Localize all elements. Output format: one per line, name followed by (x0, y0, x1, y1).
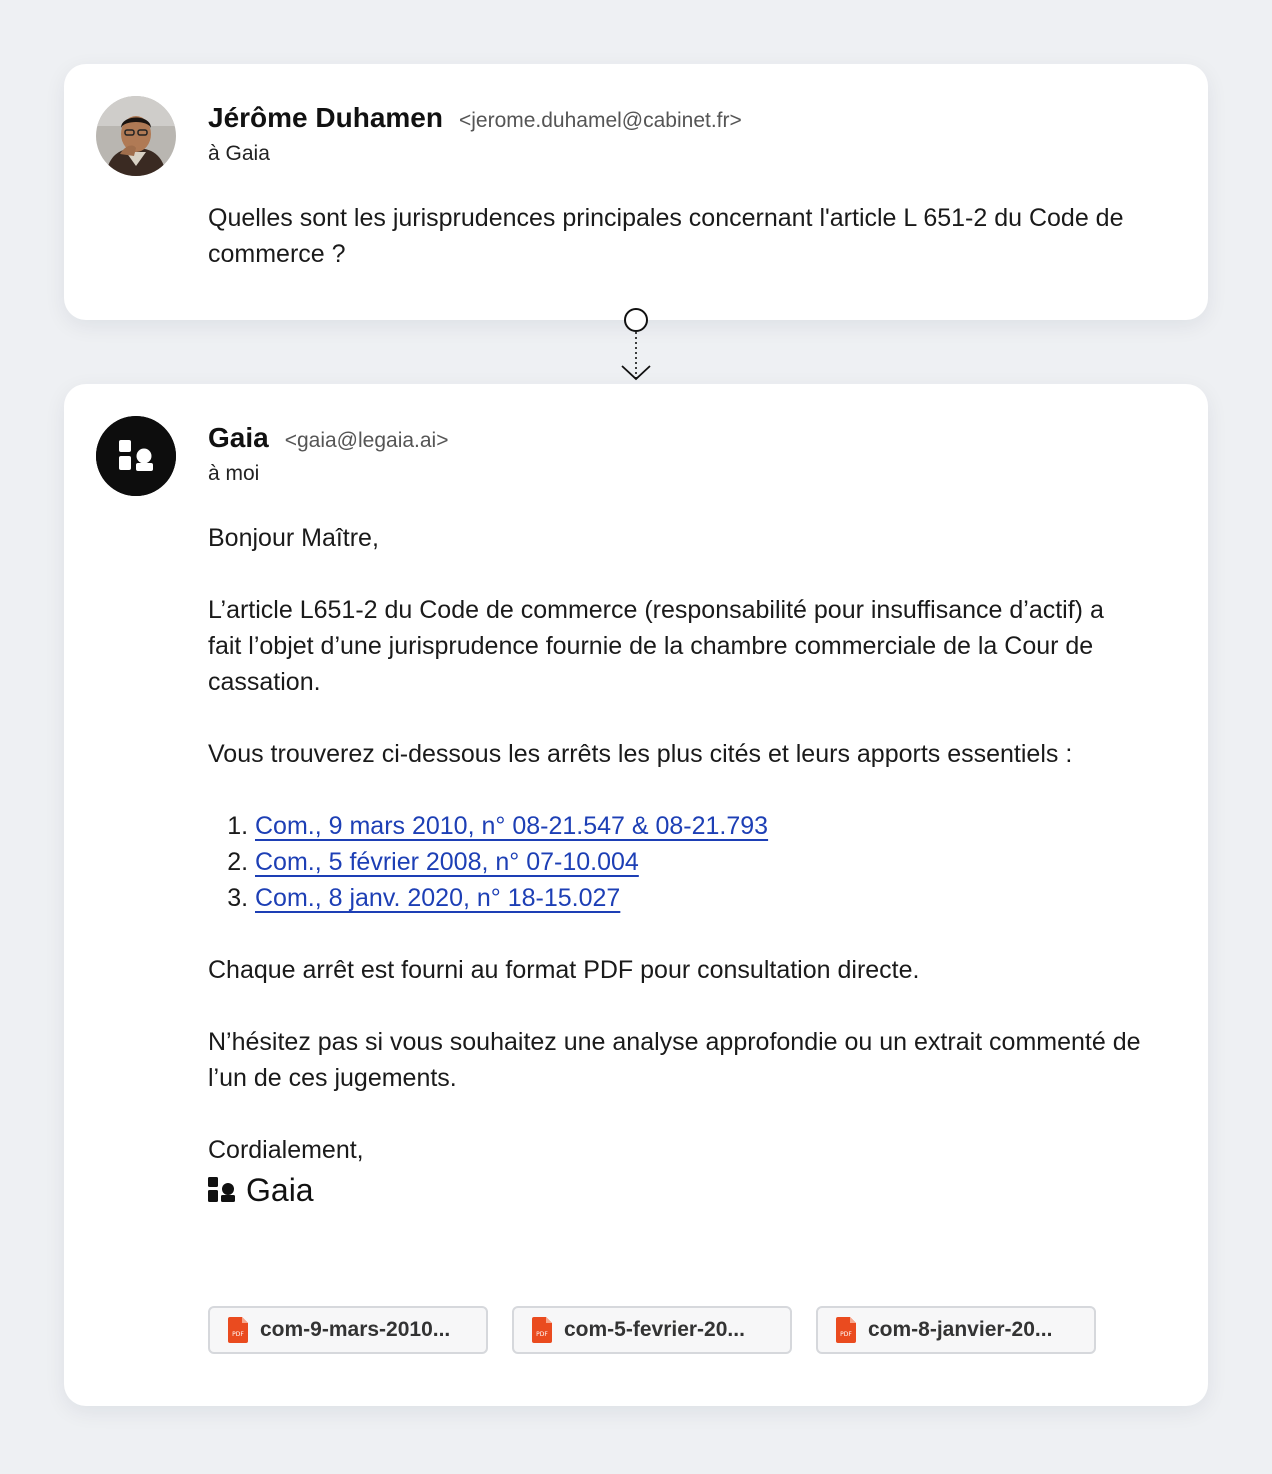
sender-avatar[interactable] (96, 96, 176, 176)
references-list (208, 808, 1144, 916)
sender-name: Jérôme Duhamen (208, 102, 443, 133)
reference-link-3[interactable]: Com., 8 janv. 2020, n° 18-15.027 (255, 884, 621, 912)
paragraph-pdf-note: Chaque arrêt est fourni au format PDF pour consultation directe. (208, 956, 920, 984)
reference-link-1[interactable]: Com., 9 mars 2010, n° 08-21.547 & 08-21.793 (255, 812, 769, 840)
sender-email: <jerome.duhamel@cabinet.fr> (458, 109, 742, 132)
list-item (255, 808, 1144, 844)
attachment-name: com-8-janvier-20... (868, 1318, 1053, 1341)
user-photo-avatar-icon (96, 96, 176, 176)
sender-email: <gaia@legaia.ai> (284, 429, 449, 452)
reply-message-card (64, 384, 1208, 1406)
closing: Cordialement, (208, 1136, 364, 1164)
attachment-name: com-9-mars-2010... (260, 1318, 451, 1341)
attachments-bar (208, 1306, 1096, 1354)
pdf-file-icon (836, 1317, 856, 1343)
recipient-line: à moi (208, 462, 260, 485)
attachment-chip-1[interactable] (208, 1306, 488, 1354)
thread-connector-arrow-icon (616, 306, 656, 382)
attachment-chip-2[interactable] (512, 1306, 792, 1354)
message-body (208, 520, 1144, 1208)
signature (208, 1172, 1144, 1208)
recipient-line: à Gaia (208, 142, 270, 165)
gaia-logo-icon (96, 416, 176, 496)
attachment-name: com-5-fevrier-20... (564, 1318, 745, 1341)
message-body: Quelles sont les jurisprudences principales concernant l'article L 651-2 du Code de commerce ? (208, 204, 1124, 268)
list-item (255, 844, 1144, 880)
svg-text:PDF: PDF (536, 1331, 548, 1338)
gaia-avatar[interactable] (96, 416, 176, 496)
greeting: Bonjour Maître, (208, 524, 379, 552)
svg-text:PDF: PDF (840, 1331, 852, 1338)
reference-link-2[interactable]: Com., 5 février 2008, n° 07-10.004 (255, 848, 639, 876)
incoming-message-card (64, 64, 1208, 320)
attachment-chip-3[interactable] (816, 1306, 1096, 1354)
gaia-logo-icon (208, 1176, 236, 1204)
pdf-file-icon (228, 1317, 248, 1343)
paragraph-context: L’article L651-2 du Code de commerce (responsabilité pour insuffisance d’actif) a fait l’objet d’une jurisprudence fournie de la chambre commerciale de la Cour de cassation. (208, 596, 1104, 696)
svg-text:PDF: PDF (232, 1331, 244, 1338)
pdf-file-icon (532, 1317, 552, 1343)
paragraph-offer: N’hésitez pas si vous souhaitez une analyse approfondie ou un extrait commenté de l’un de ces jugements. (208, 1028, 1141, 1092)
list-item (255, 880, 1144, 916)
paragraph-intro-list: Vous trouverez ci-dessous les arrêts les plus cités et leurs apports essentiels : (208, 740, 1073, 768)
sender-name: Gaia (208, 422, 269, 453)
signature-name: Gaia (246, 1172, 314, 1208)
